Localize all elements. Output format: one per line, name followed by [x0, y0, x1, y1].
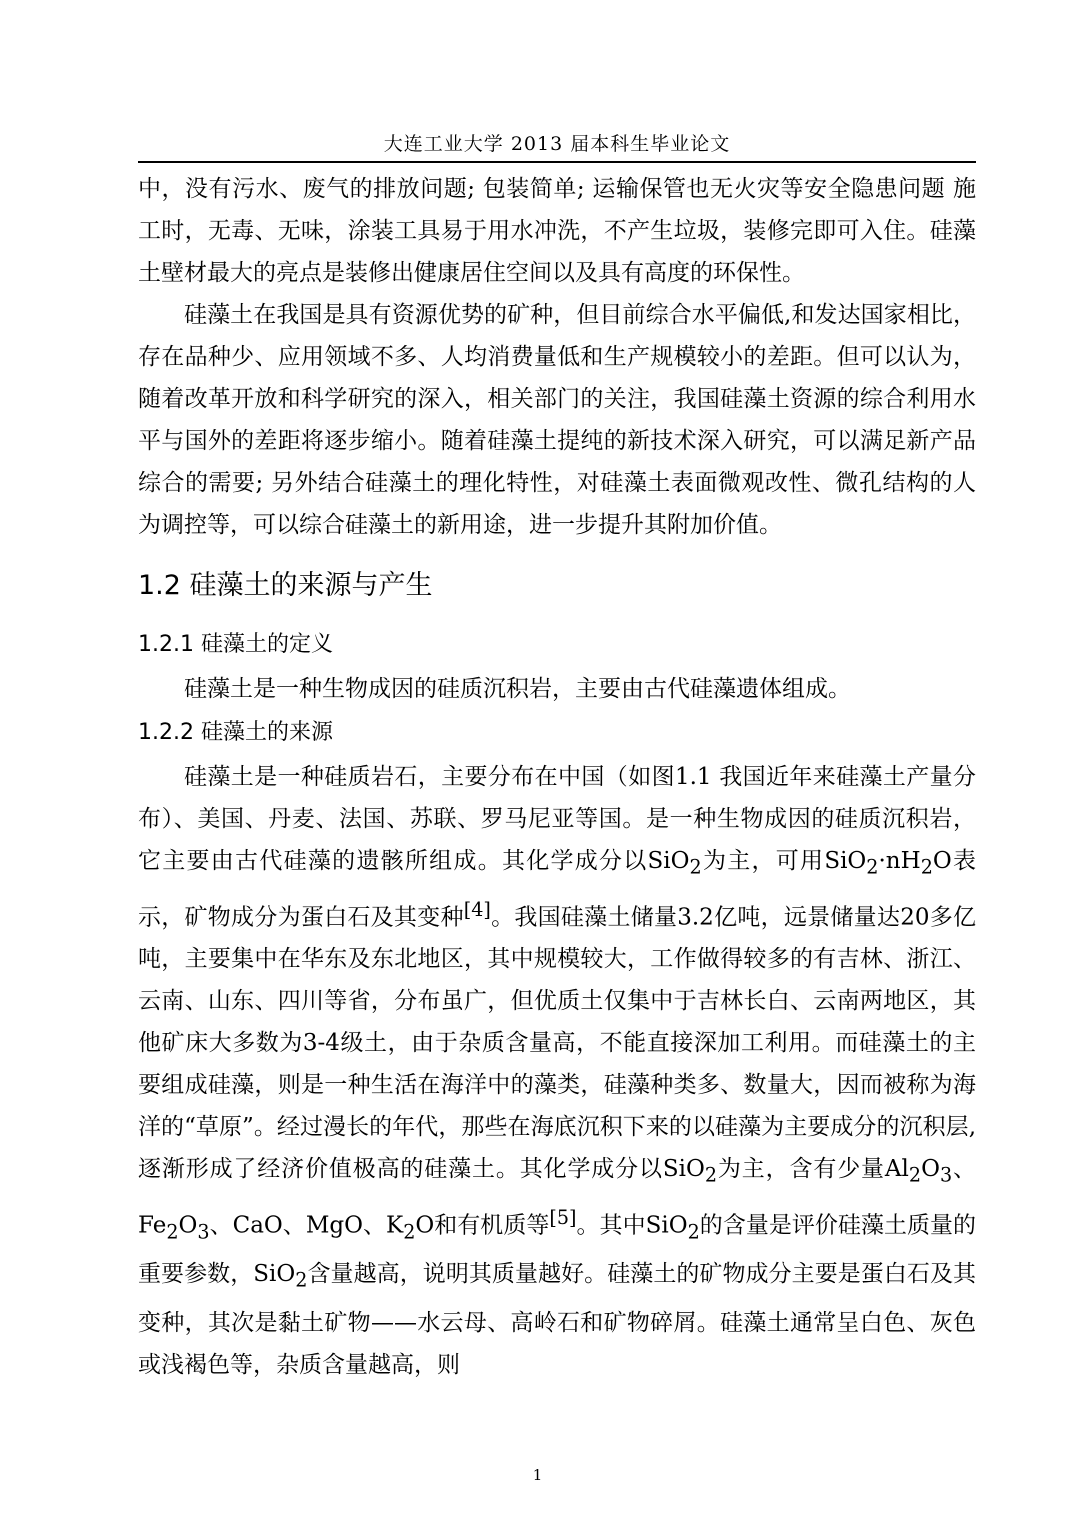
page-number: 1: [532, 1466, 543, 1484]
body-paragraph: 硅藻土在我国是具有资源优势的矿种，但目前综合水平偏低,和发达国家相比，存在品种少、应用领域不多、人均消费量低和生产规模较小的差距。但可以认为，随着改革开放和科学研究的深入，相关部门的关注，我国硅藻土资源的综合利用水平与国外的差距将逐步缩小。随着硅藻土提纯的新技术深入研究，可以满足新产品综合的需要; 另外结合硅藻土的理化特性，对硅藻土表面微观改性、微孔结构的人为调控等，可以综合硅藻土的新用途，进一步提升其附加价值。: [138, 302, 976, 538]
citation-ref: [4]: [463, 897, 491, 921]
subsection-heading: 1.2.2 硅藻土的来源: [138, 720, 333, 745]
body-paragraph: 中，没有污水、废气的排放问题; 包装简单; 运输保管也无火灾等安全隐患问题 施工时，无毒、无味，涂装工具易于用水冲洗，不产生垃圾，装修完即可入住。硅藻土壁材最大的亮点是装修出健康居住空间以及具有高度的环保性。: [138, 176, 976, 286]
citation-ref: [5]: [549, 1205, 577, 1229]
body-paragraph: 硅藻土是一种硅质岩石，主要分布在中国（如图1.1 我国近年来硅藻土产量分布）、美国、丹麦、法国、苏联、罗马尼亚等国。是一种生物成因的硅质沉积岩，它主要由古代硅藻的遗骸所组成。其化学成分以SiO$_2$为主，可用$SiO_2\cdot nH_2O$表示，矿物成分为蛋白石及其变种[4]。我国硅藻土储量3.2亿吨，远景储量达20多亿吨，主要集中在华东及东北地区，其中规模较大，工作做得较多的有吉林、浙江、云南、山东、四川等省，分布虽广，但优质土仅集中于吉林长白、云南两地区，其他矿床大多数为3-4级土，由于杂质含量高，不能直接深加工利用。而硅藻土的主要组成硅藻，则是一种生活在海洋中的藻类，硅藻种类多、数量大，因而被称为海洋的“草原”。经过漫长的年代，那些在海底沉积下来的以硅藻为主要成分的沉积层,逐渐形成了经济价值极高的硅藻土。其化学成分以SiO$_2$为主，含有少量$Al_2O_3$、$Fe_2O_3$、CaO、MgO、$K_2O$和有机质等[5]。其中SiO$_2$的含量是评价硅藻土质量的重要参数，SiO$_2$含量越高，说明其质量越好。硅藻土的矿物成分主要是蛋白石及其变种，其次是黏土矿物——水云母、高岭石和矿物碎屑。硅藻土通常呈白色、灰色或浅褐色等，杂质含量越高，则: [138, 764, 977, 1378]
running-header: 大连工业大学 2013 届本科生毕业论文: [383, 133, 731, 155]
page-body: [138, 168, 976, 1386]
header-rule: [138, 161, 976, 163]
subsection-heading: 1.2.1 硅藻土的定义: [138, 632, 333, 657]
body-paragraph: 硅藻土是一种生物成因的硅质沉积岩，主要由古代硅藻遗体组成。: [184, 676, 851, 702]
section-heading: 1.2 硅藻土的来源与产生: [138, 570, 433, 601]
